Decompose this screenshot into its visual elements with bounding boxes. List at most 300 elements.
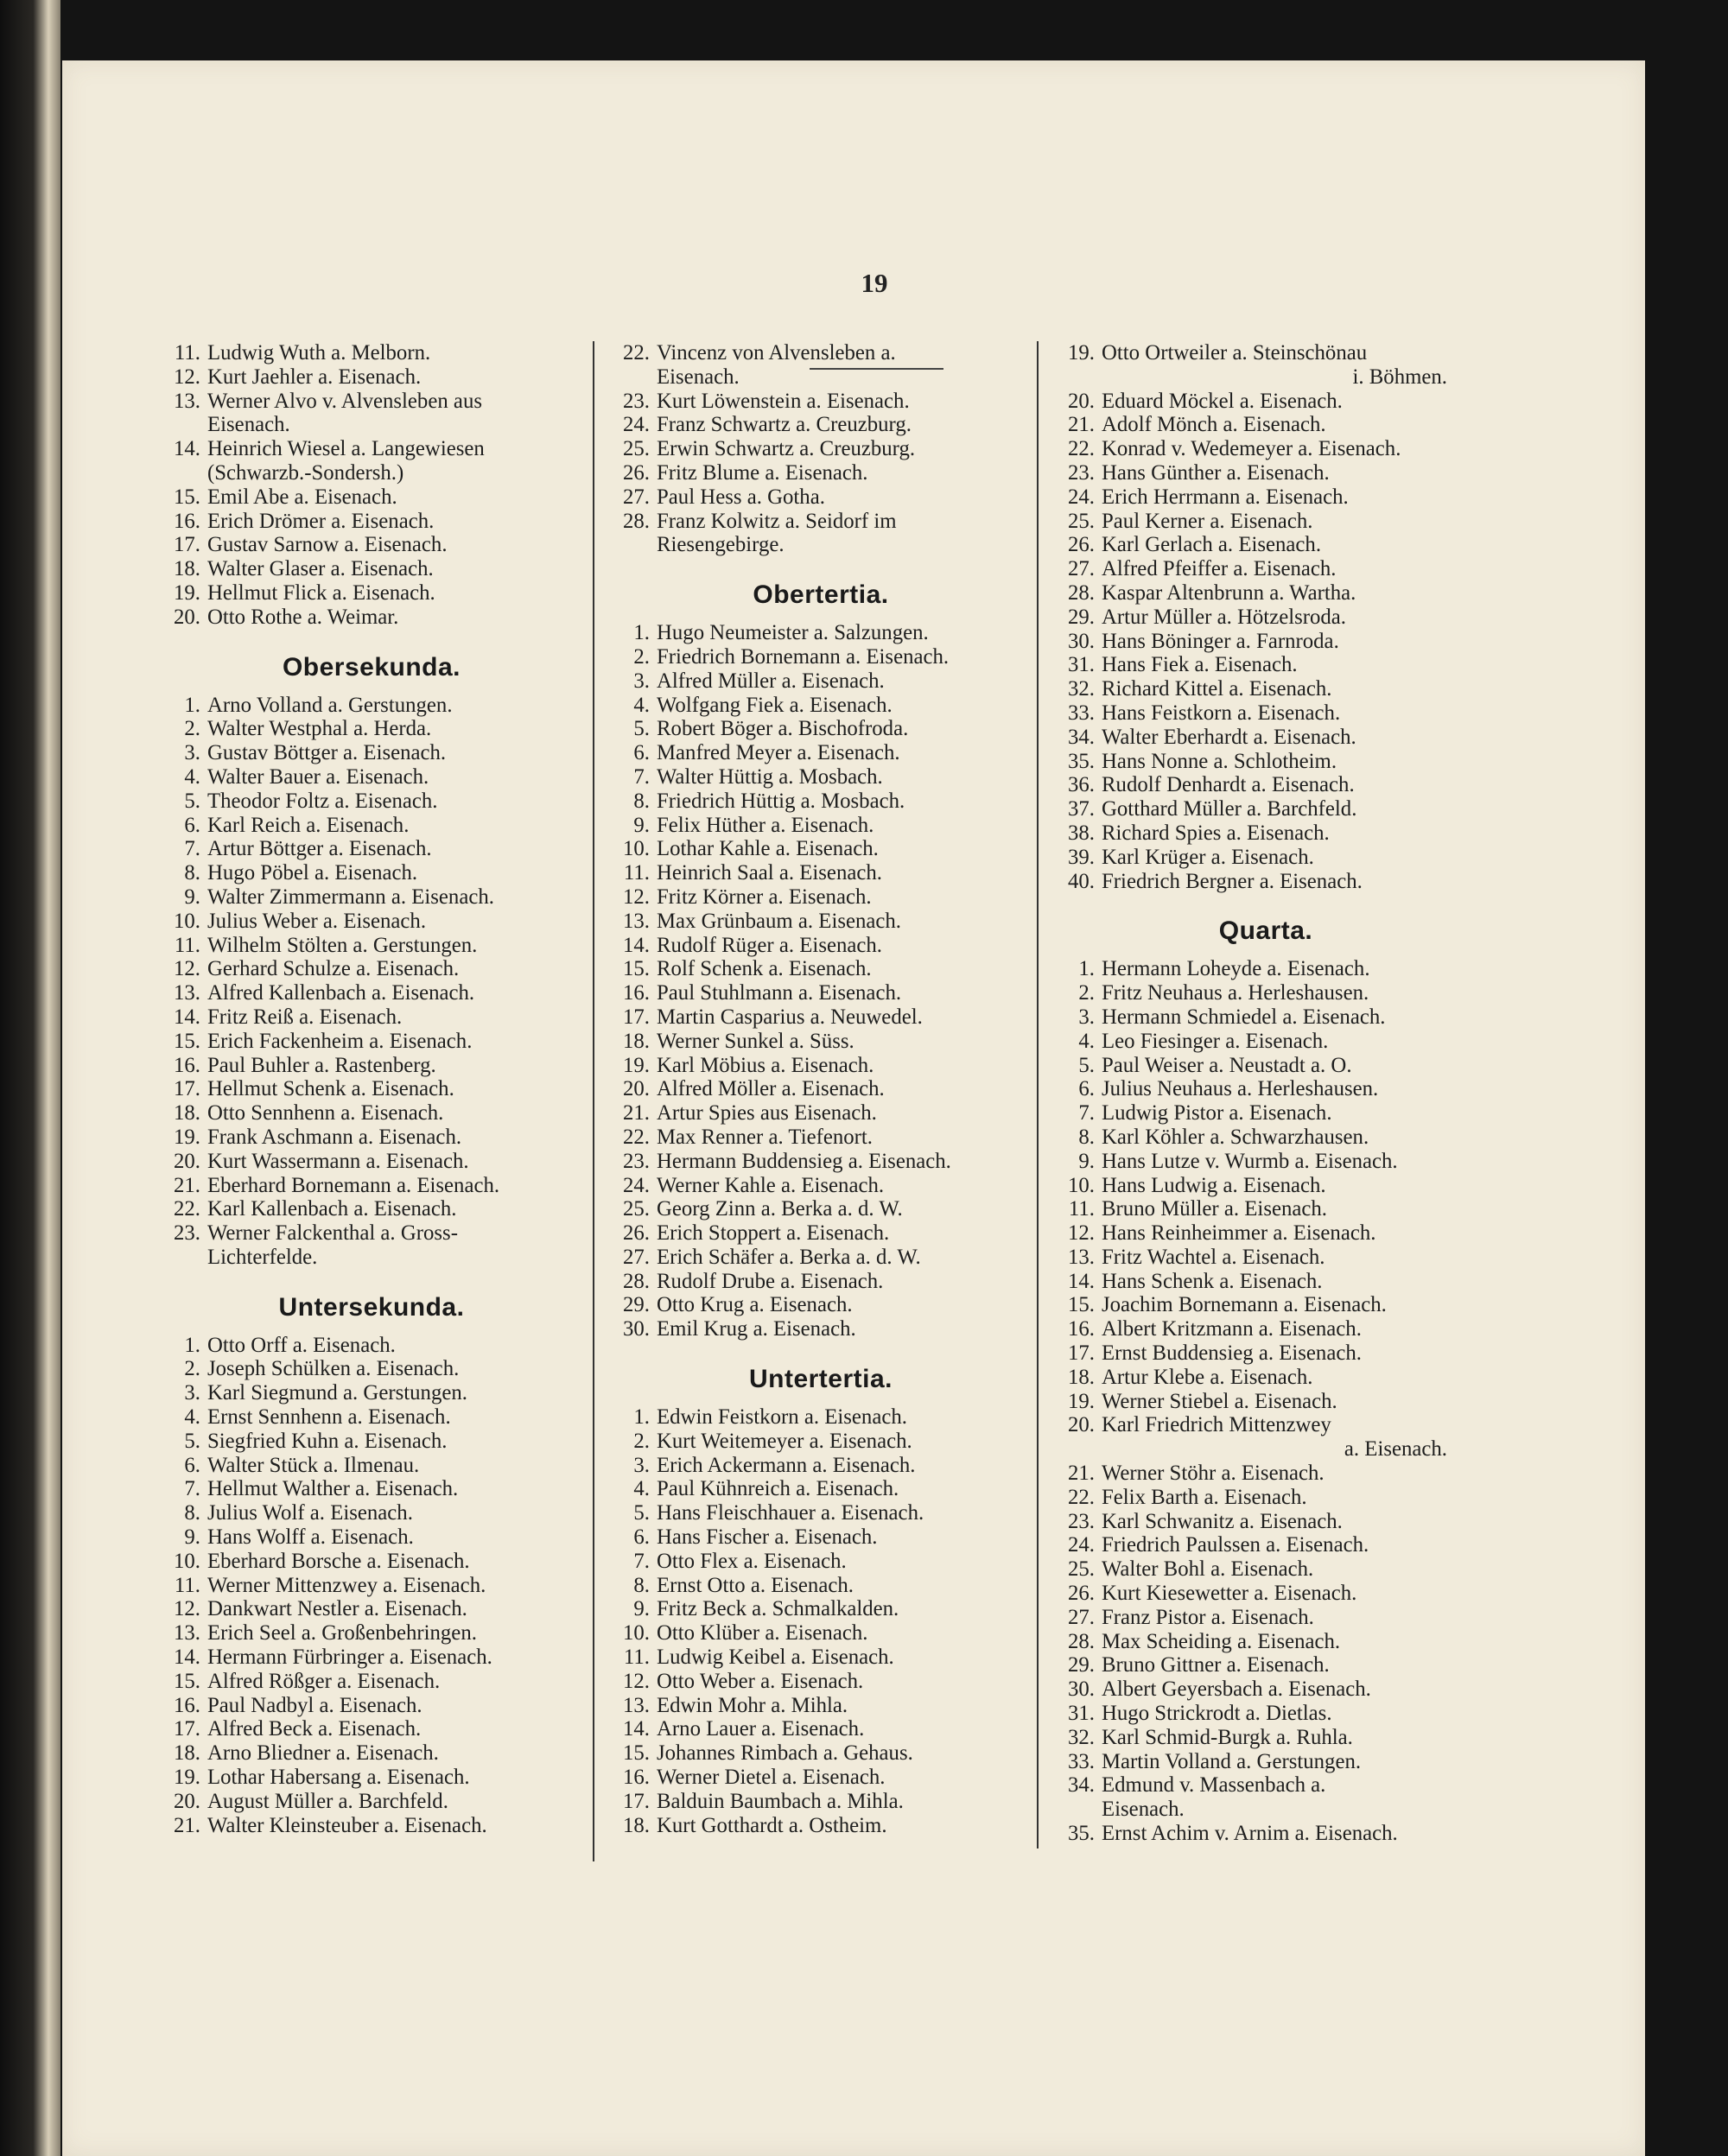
list-item-number: 17. bbox=[174, 1717, 200, 1741]
list-item bbox=[1050, 606, 1482, 630]
student-name: Eberhard Bornemann a. Eisenach. bbox=[207, 1173, 500, 1197]
student-name: Werner Sunkel a. Süss. bbox=[657, 1029, 854, 1053]
list-item-number: 5. bbox=[633, 717, 650, 741]
student-name-continued: Lichterfelde. bbox=[207, 1245, 318, 1269]
list-item-number: 13. bbox=[174, 389, 200, 413]
student-name: Martin Casparius a. Neuwedel. bbox=[657, 1005, 923, 1029]
list-item bbox=[1050, 1341, 1482, 1366]
list-item bbox=[156, 1741, 588, 1766]
student-name: Hugo Strickrodt a. Dietlas. bbox=[1102, 1702, 1332, 1726]
list-item bbox=[605, 437, 1037, 461]
list-item bbox=[1050, 1054, 1482, 1078]
list-item-number: 18. bbox=[1068, 1365, 1095, 1389]
student-name: Manfred Meyer a. Eisenach. bbox=[657, 741, 900, 765]
student-name: Georg Zinn a. Berka a. d. W. bbox=[657, 1197, 903, 1221]
student-name: Joachim Bornemann a. Eisenach. bbox=[1102, 1293, 1387, 1317]
student-name: Lothar Habersang a. Eisenach. bbox=[207, 1766, 470, 1790]
student-name: Dankwart Nestler a. Eisenach. bbox=[207, 1597, 467, 1621]
list-item-number: 26. bbox=[623, 1221, 650, 1246]
list-item bbox=[156, 934, 588, 958]
list-item bbox=[1050, 1702, 1482, 1726]
student-name: Arno Lauer a. Eisenach. bbox=[657, 1717, 865, 1741]
list-item-number: 22. bbox=[174, 1197, 200, 1221]
list-item bbox=[605, 741, 1037, 765]
student-name: Karl Schwanitz a. Eisenach. bbox=[1102, 1509, 1343, 1533]
student-name: Walter Hüttig a. Mosbach. bbox=[657, 764, 883, 789]
list-item-number: 22. bbox=[1068, 437, 1095, 461]
list-item bbox=[1050, 1390, 1482, 1414]
list-item-number: 9. bbox=[633, 1597, 650, 1621]
student-name: Hugo Neumeister a. Salzungen. bbox=[657, 621, 929, 645]
list-item bbox=[1050, 701, 1482, 726]
student-name: Fritz Neuhaus a. Herleshausen. bbox=[1102, 981, 1369, 1005]
student-name: Edmund v. Massenbach a. bbox=[1102, 1773, 1326, 1798]
list-item-number: 1. bbox=[633, 1405, 650, 1430]
student-name: Kaspar Altenbrunn a. Wartha. bbox=[1102, 580, 1356, 605]
list-item bbox=[1050, 413, 1482, 437]
list-item bbox=[1050, 533, 1482, 557]
student-name: Heinrich Saal a. Eisenach. bbox=[657, 861, 882, 885]
list-item bbox=[605, 765, 1037, 789]
list-item-number: 4. bbox=[633, 1477, 650, 1501]
student-name: Walter Glaser a. Eisenach. bbox=[207, 557, 434, 581]
list-item bbox=[156, 1525, 588, 1550]
student-name: Friedrich Hüttig a. Mosbach. bbox=[657, 789, 905, 813]
list-item bbox=[605, 1766, 1037, 1790]
list-item bbox=[605, 934, 1037, 958]
list-item bbox=[156, 1005, 588, 1030]
student-name: Adolf Mönch a. Eisenach. bbox=[1102, 413, 1326, 437]
student-list bbox=[156, 694, 588, 1270]
list-item-number: 19. bbox=[623, 1053, 650, 1077]
student-name: Hans Feistkorn a. Eisenach. bbox=[1102, 701, 1341, 725]
student-name: Alfred Möller a. Eisenach. bbox=[657, 1077, 885, 1101]
student-name: Hellmut Schenk a. Eisenach. bbox=[207, 1077, 454, 1101]
student-name: Ludwig Keibel a. Eisenach. bbox=[657, 1646, 894, 1670]
list-item bbox=[156, 1030, 588, 1054]
list-item-number: 7. bbox=[1078, 1101, 1095, 1126]
list-item bbox=[156, 1150, 588, 1174]
student-name: Ernst Achim v. Arnim a. Eisenach. bbox=[1102, 1822, 1398, 1846]
student-list bbox=[156, 341, 588, 630]
list-item-number: 39. bbox=[1068, 845, 1095, 869]
list-item-number: 26. bbox=[623, 460, 650, 485]
student-name-continued: (Schwarzb.-Sondersh.) bbox=[207, 460, 404, 485]
list-item-number: 20. bbox=[623, 1077, 650, 1101]
list-item bbox=[605, 1270, 1037, 1294]
list-item-number: 16. bbox=[174, 1053, 200, 1077]
list-item-number: 23. bbox=[174, 1221, 200, 1246]
student-name: Vincenz von Alvensleben a. bbox=[657, 341, 896, 365]
list-item bbox=[156, 694, 588, 718]
list-item-number: 16. bbox=[623, 981, 650, 1005]
list-item bbox=[156, 1670, 588, 1694]
list-item bbox=[1050, 1677, 1482, 1702]
list-item-number: 15. bbox=[623, 957, 650, 981]
list-item bbox=[1050, 1221, 1482, 1246]
list-item bbox=[1050, 1822, 1482, 1846]
list-item bbox=[156, 789, 588, 814]
list-item-number: 26. bbox=[1068, 1582, 1095, 1606]
student-name: Bruno Müller a. Eisenach. bbox=[1102, 1197, 1327, 1221]
student-name: Otto Weber a. Eisenach. bbox=[657, 1669, 864, 1693]
list-item bbox=[605, 814, 1037, 838]
student-name: Robert Böger a. Bischofroda. bbox=[657, 717, 909, 741]
student-name: Karl Kallenbach a. Eisenach. bbox=[207, 1197, 457, 1221]
student-name: Erich Herrmann a. Eisenach. bbox=[1102, 485, 1349, 509]
list-item bbox=[605, 1670, 1037, 1694]
list-item bbox=[156, 1790, 588, 1814]
student-name: Walter Zimmermann a. Eisenach. bbox=[207, 885, 494, 909]
list-item bbox=[605, 910, 1037, 934]
list-item-number: 21. bbox=[1068, 1462, 1095, 1486]
list-item-number: 16. bbox=[623, 1766, 650, 1790]
list-item bbox=[1050, 630, 1482, 654]
list-item bbox=[1050, 750, 1482, 774]
list-item bbox=[156, 1501, 588, 1525]
list-item-number: 16. bbox=[174, 1693, 200, 1717]
list-item bbox=[156, 1550, 588, 1574]
student-name: Ernst Otto a. Eisenach. bbox=[657, 1573, 854, 1597]
student-name: August Müller a. Barchfeld. bbox=[207, 1789, 448, 1813]
list-item bbox=[156, 390, 588, 438]
list-item bbox=[1050, 1174, 1482, 1198]
list-item-number: 24. bbox=[1068, 1533, 1095, 1557]
list-item-number: 16. bbox=[1068, 1317, 1095, 1341]
list-item bbox=[1050, 1462, 1482, 1486]
list-item bbox=[605, 1717, 1037, 1741]
list-item-number: 28. bbox=[623, 1269, 650, 1293]
student-name: Fritz Wachtel a. Eisenach. bbox=[1102, 1245, 1325, 1269]
student-name: Artur Böttger a. Eisenach. bbox=[207, 837, 432, 861]
list-item bbox=[605, 885, 1037, 910]
list-item bbox=[156, 1766, 588, 1790]
list-item bbox=[605, 1197, 1037, 1221]
list-item bbox=[1050, 981, 1482, 1005]
list-item bbox=[156, 1405, 588, 1430]
list-item bbox=[156, 581, 588, 606]
list-item bbox=[156, 981, 588, 1005]
list-item-number: 20. bbox=[1068, 1413, 1095, 1437]
list-item-number: 14. bbox=[623, 933, 650, 957]
student-name: Hans Böninger a. Farnroda. bbox=[1102, 629, 1339, 653]
list-item bbox=[605, 1501, 1037, 1525]
list-item bbox=[156, 717, 588, 741]
list-item-number: 18. bbox=[174, 1741, 200, 1766]
student-name: Werner Stiebel a. Eisenach. bbox=[1102, 1389, 1337, 1413]
student-name: Otto Ortweiler a. Steinschönau bbox=[1102, 341, 1368, 365]
list-item bbox=[605, 1597, 1037, 1621]
student-name: Alfred Kallenbach a. Eisenach. bbox=[207, 981, 475, 1005]
student-name-continued: a. Eisenach. bbox=[1344, 1437, 1447, 1462]
student-name: Erich Stoppert a. Eisenach. bbox=[657, 1221, 890, 1246]
student-name: Rolf Schenk a. Eisenach. bbox=[657, 957, 872, 981]
list-item bbox=[1050, 1750, 1482, 1774]
list-item bbox=[605, 1477, 1037, 1501]
list-item-number: 11. bbox=[623, 1646, 650, 1670]
list-item bbox=[1050, 1366, 1482, 1390]
list-item bbox=[156, 1621, 588, 1646]
list-item-number: 26. bbox=[1068, 533, 1095, 557]
list-item-number: 11. bbox=[1068, 1197, 1095, 1221]
list-item bbox=[605, 1694, 1037, 1718]
student-name: Eduard Möckel a. Eisenach. bbox=[1102, 389, 1343, 413]
list-item-number: 29. bbox=[1068, 605, 1095, 629]
list-item bbox=[605, 957, 1037, 981]
list-item bbox=[605, 510, 1037, 558]
list-item bbox=[1050, 1510, 1482, 1534]
student-name: Hans Ludwig a. Eisenach. bbox=[1102, 1173, 1326, 1197]
list-item-number: 28. bbox=[1068, 580, 1095, 605]
list-item bbox=[156, 1717, 588, 1741]
list-item-number: 3. bbox=[184, 1381, 200, 1405]
list-item-number: 13. bbox=[623, 1693, 650, 1717]
list-item-number: 11. bbox=[174, 341, 200, 365]
student-name: Walter Bohl a. Eisenach. bbox=[1102, 1557, 1314, 1582]
list-item bbox=[1050, 846, 1482, 870]
student-name: Alfred Rößger a. Eisenach. bbox=[207, 1669, 441, 1693]
student-name: Franz Kolwitz a. Seidorf im bbox=[657, 509, 897, 533]
student-name: Richard Spies a. Eisenach. bbox=[1102, 821, 1330, 845]
list-item bbox=[1050, 1005, 1482, 1030]
student-name: Erich Schäfer a. Berka a. d. W. bbox=[657, 1245, 921, 1269]
list-item bbox=[156, 1814, 588, 1838]
list-item-number: 38. bbox=[1068, 821, 1095, 845]
student-name: Walter Bauer a. Eisenach. bbox=[207, 764, 429, 789]
list-item-number: 25. bbox=[623, 1197, 650, 1221]
list-item-number: 19. bbox=[174, 580, 200, 605]
student-list bbox=[1050, 957, 1482, 1845]
list-item bbox=[156, 861, 588, 885]
list-item bbox=[1050, 653, 1482, 677]
student-name: Edwin Mohr a. Mihla. bbox=[657, 1693, 848, 1717]
list-item-number: 3. bbox=[1078, 1005, 1095, 1029]
list-item bbox=[156, 1101, 588, 1126]
student-name: Felix Hüther a. Eisenach. bbox=[657, 813, 874, 837]
list-item-number: 15. bbox=[623, 1741, 650, 1766]
student-name: Hugo Pöbel a. Eisenach. bbox=[207, 861, 418, 885]
list-item-number: 4. bbox=[633, 693, 650, 717]
student-name: Paul Stuhlmann a. Eisenach. bbox=[657, 981, 902, 1005]
list-item bbox=[605, 1246, 1037, 1270]
student-name: Werner Mittenzwey a. Eisenach. bbox=[207, 1573, 486, 1597]
book-binding-edge bbox=[0, 0, 60, 2156]
list-item-number: 14. bbox=[623, 1717, 650, 1741]
page-number: 19 bbox=[861, 268, 888, 298]
student-name: Heinrich Wiesel a. Langewiesen bbox=[207, 437, 485, 461]
student-name: Hermann Buddensieg a. Eisenach. bbox=[657, 1149, 951, 1173]
list-item bbox=[156, 1054, 588, 1078]
student-name: Karl Möbius a. Eisenach. bbox=[657, 1053, 874, 1077]
list-item-number: 4. bbox=[184, 764, 200, 789]
student-name: Johannes Rimbach a. Gehaus. bbox=[657, 1741, 913, 1766]
student-name: Walter Kleinsteuber a. Eisenach. bbox=[207, 1813, 487, 1837]
list-item-number: 7. bbox=[184, 837, 200, 861]
section-heading: Obertertia. bbox=[753, 580, 889, 610]
list-item bbox=[1050, 1246, 1482, 1270]
list-item-number: 7. bbox=[184, 1477, 200, 1501]
list-item bbox=[1050, 773, 1482, 797]
student-name: Hans Fleischhauer a. Eisenach. bbox=[657, 1501, 924, 1525]
student-name: Julius Wolf a. Eisenach. bbox=[207, 1501, 413, 1525]
student-name-continued: Eisenach. bbox=[657, 365, 740, 389]
list-item bbox=[1050, 1486, 1482, 1510]
student-name: Gotthard Müller a. Barchfeld. bbox=[1102, 797, 1357, 821]
list-item bbox=[605, 621, 1037, 645]
student-name: Emil Krug a. Eisenach. bbox=[657, 1317, 856, 1341]
student-name: Erich Ackermann a. Eisenach. bbox=[657, 1453, 916, 1477]
list-item-number: 8. bbox=[184, 861, 200, 885]
list-item-number: 5. bbox=[1078, 1053, 1095, 1077]
list-item-number: 20. bbox=[1068, 389, 1095, 413]
student-name: Hans Günther a. Eisenach. bbox=[1102, 460, 1330, 485]
list-item-number: 17. bbox=[623, 1005, 650, 1029]
student-name: Artur Klebe a. Eisenach. bbox=[1102, 1365, 1313, 1389]
section-heading: Obersekunda. bbox=[282, 652, 461, 682]
list-item bbox=[605, 1030, 1037, 1054]
list-item-number: 9. bbox=[184, 1525, 200, 1550]
list-item-number: 22. bbox=[623, 341, 650, 365]
list-item-number: 17. bbox=[174, 1077, 200, 1101]
student-name: Karl Friedrich Mittenzwey bbox=[1102, 1413, 1331, 1437]
column-2 bbox=[605, 341, 1037, 1837]
student-name: Alfred Beck a. Eisenach. bbox=[207, 1717, 422, 1741]
student-name: Hans Wolff a. Eisenach. bbox=[207, 1525, 414, 1550]
list-item-number: 19. bbox=[1068, 1389, 1095, 1413]
student-name-continued: Eisenach. bbox=[207, 413, 290, 437]
student-name: Gerhard Schulze a. Eisenach. bbox=[207, 957, 460, 981]
list-item-number: 30. bbox=[1068, 629, 1095, 653]
student-name: Max Grünbaum a. Eisenach. bbox=[657, 909, 902, 933]
list-item bbox=[156, 1197, 588, 1221]
student-name: Otto Klüber a. Eisenach. bbox=[657, 1621, 868, 1646]
list-item-number: 10. bbox=[1068, 1173, 1095, 1197]
list-item-number: 34. bbox=[1068, 1773, 1095, 1798]
student-name: Paul Buhler a. Rastenberg. bbox=[207, 1053, 436, 1077]
list-item bbox=[156, 1077, 588, 1101]
student-name: Wilhelm Stölten a. Gerstungen. bbox=[207, 933, 478, 957]
student-name: Hans Reinheimmer a. Eisenach. bbox=[1102, 1221, 1376, 1246]
list-item bbox=[156, 1357, 588, 1381]
list-item-number: 29. bbox=[1068, 1653, 1095, 1677]
student-name: Karl Köhler a. Schwarzhausen. bbox=[1102, 1125, 1369, 1149]
list-item-number: 11. bbox=[174, 933, 200, 957]
list-item-number: 30. bbox=[623, 1317, 650, 1341]
list-item bbox=[156, 341, 588, 365]
list-item-number: 8. bbox=[633, 789, 650, 813]
list-item-number: 23. bbox=[623, 389, 650, 413]
student-name: Werner Stöhr a. Eisenach. bbox=[1102, 1462, 1325, 1486]
list-item-number: 6. bbox=[633, 741, 650, 765]
list-item bbox=[605, 1405, 1037, 1430]
student-name: Hellmut Flick a. Eisenach. bbox=[207, 580, 435, 605]
list-item-number: 19. bbox=[1068, 341, 1095, 365]
student-name: Karl Gerlach a. Eisenach. bbox=[1102, 533, 1322, 557]
student-name-continued: Riesengebirge. bbox=[657, 533, 785, 557]
list-item bbox=[605, 1150, 1037, 1174]
student-name: Kurt Gotthardt a. Ostheim. bbox=[657, 1813, 887, 1837]
list-item-number: 7. bbox=[633, 1549, 650, 1573]
list-item-number: 24. bbox=[623, 413, 650, 437]
student-name: Fritz Blume a. Eisenach. bbox=[657, 460, 868, 485]
list-item-number: 15. bbox=[174, 1029, 200, 1053]
list-item bbox=[1050, 677, 1482, 701]
list-item-number: 20. bbox=[174, 1149, 200, 1173]
list-item bbox=[605, 1054, 1037, 1078]
student-name: Otto Sennhenn a. Eisenach. bbox=[207, 1101, 444, 1126]
list-item bbox=[1050, 437, 1482, 461]
column-3 bbox=[1050, 341, 1482, 1846]
list-item bbox=[156, 741, 588, 765]
list-item bbox=[605, 1174, 1037, 1198]
list-item-number: 11. bbox=[623, 861, 650, 885]
student-name: Eberhard Borsche a. Eisenach. bbox=[207, 1549, 470, 1573]
list-item bbox=[156, 485, 588, 510]
list-item-number: 20. bbox=[174, 605, 200, 629]
list-item-number: 1. bbox=[184, 693, 200, 717]
list-item-number: 10. bbox=[623, 1621, 650, 1646]
list-item-number: 1. bbox=[184, 1333, 200, 1357]
column-1 bbox=[156, 341, 588, 1837]
list-item-number: 12. bbox=[174, 1597, 200, 1621]
list-item bbox=[1050, 1533, 1482, 1557]
list-item bbox=[605, 1790, 1037, 1814]
list-item bbox=[605, 1621, 1037, 1646]
list-item bbox=[1050, 1101, 1482, 1126]
list-item-number: 1. bbox=[1078, 957, 1095, 981]
list-item-number: 8. bbox=[633, 1573, 650, 1597]
student-name: Martin Volland a. Gerstungen. bbox=[1102, 1749, 1362, 1773]
list-item-number: 12. bbox=[174, 957, 200, 981]
list-item-number: 3. bbox=[633, 669, 650, 693]
list-item-number: 9. bbox=[184, 885, 200, 909]
list-item bbox=[1050, 821, 1482, 846]
student-name: Artur Spies aus Eisenach. bbox=[657, 1101, 877, 1126]
list-item bbox=[605, 1101, 1037, 1126]
list-item-number: 10. bbox=[174, 1549, 200, 1573]
list-item bbox=[605, 1430, 1037, 1454]
list-item bbox=[1050, 1773, 1482, 1822]
student-name: Hans Lutze v. Wurmb a. Eisenach. bbox=[1102, 1149, 1398, 1173]
list-item-number: 12. bbox=[623, 1669, 650, 1693]
list-item-number: 21. bbox=[1068, 413, 1095, 437]
list-item-number: 4. bbox=[1078, 1029, 1095, 1053]
list-item bbox=[1050, 870, 1482, 894]
list-item-number: 13. bbox=[1068, 1245, 1095, 1269]
student-name: Ludwig Pistor a. Eisenach. bbox=[1102, 1101, 1332, 1126]
list-item-number: 13. bbox=[174, 981, 200, 1005]
list-item-number: 11. bbox=[174, 1573, 200, 1597]
list-item bbox=[156, 1430, 588, 1454]
student-name: Werner Dietel a. Eisenach. bbox=[657, 1766, 886, 1790]
student-name: Alfred Müller a. Eisenach. bbox=[657, 669, 885, 693]
student-name: Max Scheiding a. Eisenach. bbox=[1102, 1629, 1341, 1653]
student-list bbox=[605, 1405, 1037, 1837]
list-item bbox=[605, 1317, 1037, 1341]
list-item bbox=[1050, 390, 1482, 414]
list-item bbox=[605, 485, 1037, 510]
list-item-number: 21. bbox=[174, 1813, 200, 1837]
list-item-number: 2. bbox=[184, 717, 200, 741]
student-name: Paul Weiser a. Neustadt a. O. bbox=[1102, 1053, 1352, 1077]
student-name: Gustav Böttger a. Eisenach. bbox=[207, 741, 447, 765]
student-name: Walter Westphal a. Herda. bbox=[207, 717, 432, 741]
list-item bbox=[156, 837, 588, 861]
list-item bbox=[605, 1077, 1037, 1101]
student-name: Franz Schwartz a. Creuzburg. bbox=[657, 413, 912, 437]
student-name: Hermann Schmiedel a. Eisenach. bbox=[1102, 1005, 1386, 1029]
list-item-number: 31. bbox=[1068, 1702, 1095, 1726]
